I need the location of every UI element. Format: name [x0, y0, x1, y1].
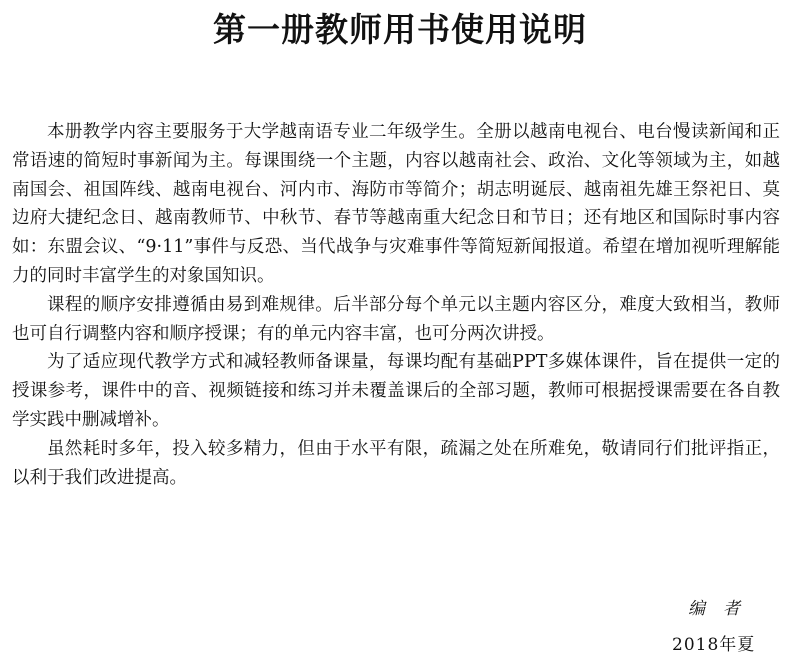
- signature-author: 编者: [688, 599, 758, 619]
- paragraph-1: 本册教学内容主要服务于大学越南语专业二年级学生。全册以越南电视台、电台慢读新闻和正常语速的简短时事新闻为主。每课围绕一个主题，内容以越南社会、政治、文化等领域为主，如越南国会、祖国阵线、越南电视台、河内市、海防市等简介；胡志明诞辰、越南祖先雄王祭祀日、莫边府大捷纪念日、越南教师节、中秋节、春节等越南重大纪念日和节日；还有地区和国际时事内容如：东盟会议、“9·11”事件与反恐、当代战争与灾难事件等简短新闻报道。希望在增加视听理解能力的同时丰富学生的对象国知识。: [12, 122, 780, 286]
- signature-date: 2018年夏: [672, 635, 756, 655]
- paragraph-2: 课程的顺序安排遵循由易到难规律。后半部分每个单元以主题内容区分，难度大致相当，教师也可自行调整内容和顺序授课；有的单元内容丰富，也可分两次讲授。: [12, 294, 780, 344]
- document-title: 第一册教师用书使用说明: [213, 10, 587, 49]
- paragraph-3: 为了适应现代教学方式和减轻教师备课量，每课均配有基础PPT多媒体课件，旨在提供一定的授课参考，课件中的音、视频链接和练习并未覆盖课后的全部习题，教师可根据授课需要在各自教学实践中删减增补。: [12, 352, 780, 430]
- document-body: [12, 118, 780, 492]
- paragraph-4: 虽然耗时多年，投入较多精力，但由于水平有限，疏漏之处在所难免，敬请同行们批评指正，以利于我们改进提高。: [12, 438, 780, 488]
